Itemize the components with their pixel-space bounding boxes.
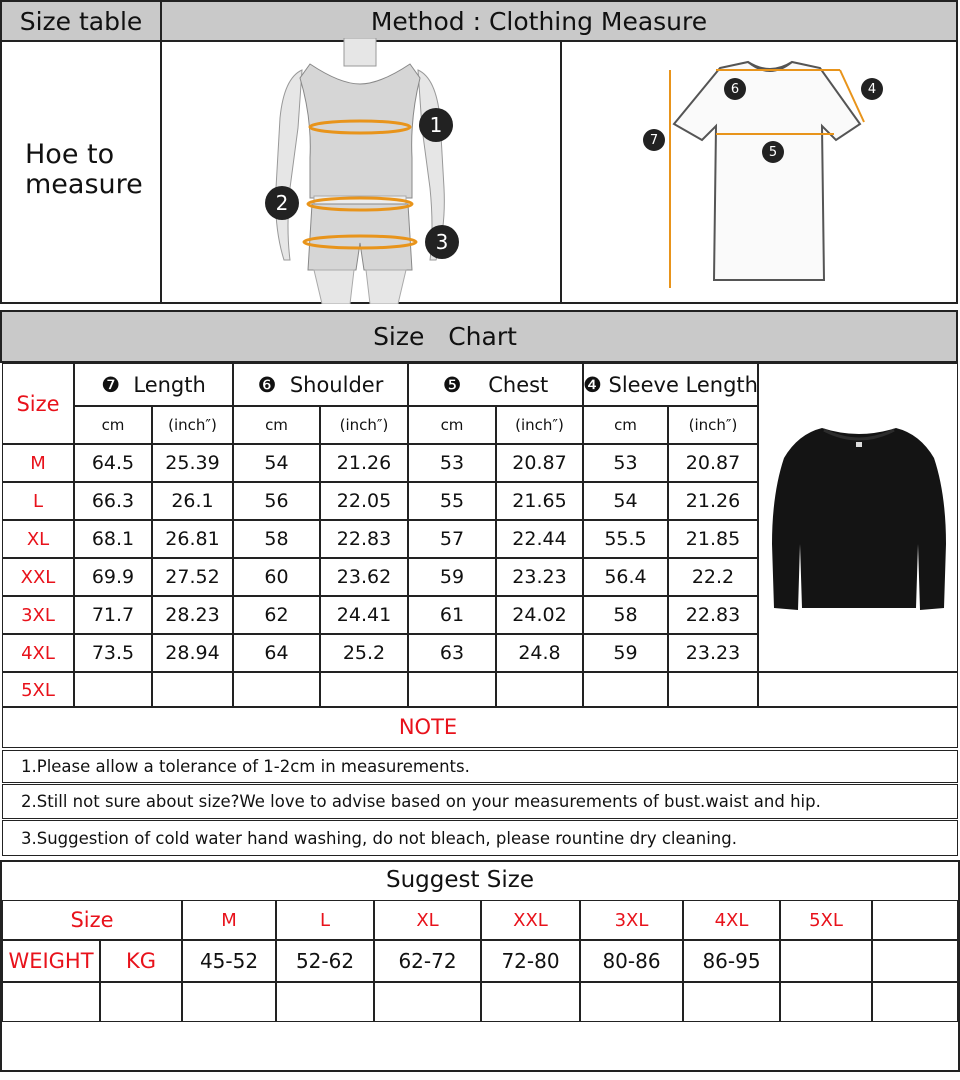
- suggest-size: XL: [374, 900, 481, 940]
- sweater-image: [770, 424, 948, 616]
- table-cell: 21.85: [668, 520, 758, 558]
- table-cell: 71.7: [74, 596, 152, 634]
- suggest-size: 4XL: [683, 900, 780, 940]
- column-header-1: ❼ Length: [74, 363, 233, 406]
- unit-header: (inch″): [668, 406, 758, 444]
- table-cell: 69.9: [74, 558, 152, 596]
- marker-6: 6: [724, 78, 746, 100]
- column-header-3: ❺ Chest: [408, 363, 583, 406]
- note-title: NOTE: [398, 715, 458, 739]
- table-cell: 26.81: [152, 520, 233, 558]
- table-cell: [408, 672, 496, 708]
- unit-header: cm: [583, 406, 668, 444]
- unit-header: cm: [233, 406, 320, 444]
- table-cell: 22.2: [668, 558, 758, 596]
- table-cell: 61: [408, 596, 496, 634]
- suggest-weight: 45-52: [182, 940, 276, 982]
- table-cell: 54: [583, 482, 668, 520]
- empty-cell: [100, 982, 182, 1022]
- table-cell: [496, 672, 583, 708]
- suggest-weight: 80-86: [580, 940, 683, 982]
- table-cell: 55: [408, 482, 496, 520]
- table-cell: 57: [408, 520, 496, 558]
- table-cell: [152, 672, 233, 708]
- table-cell: 63: [408, 634, 496, 672]
- table-cell: 56.4: [583, 558, 668, 596]
- table-cell: 64.5: [74, 444, 152, 482]
- table-cell: 66.3: [74, 482, 152, 520]
- table-cell: 26.1: [152, 482, 233, 520]
- tee-measure-diagram: [660, 54, 880, 294]
- size-row-label: L: [2, 482, 74, 520]
- suggest-title: Suggest Size: [385, 867, 535, 893]
- suggest-weight: 52-62: [276, 940, 374, 982]
- empty-cell: [2, 982, 100, 1022]
- table-cell: 27.52: [152, 558, 233, 596]
- column-header-2: ❻ Shoulder: [233, 363, 408, 406]
- empty-cell: [276, 982, 374, 1022]
- body-measure-diagram: [240, 38, 480, 304]
- column-header-4: ❹ Sleeve Length: [583, 363, 758, 406]
- table-cell: 59: [583, 634, 668, 672]
- suggest-size: 5XL: [780, 900, 872, 940]
- table-cell: 23.23: [496, 558, 583, 596]
- size-row-label: M: [2, 444, 74, 482]
- table-cell: 20.87: [496, 444, 583, 482]
- table-cell: 53: [583, 444, 668, 482]
- suggest-weight: 62-72: [374, 940, 481, 982]
- note-line-1: 1.Please allow a tolerance of 1-2cm in measurements.: [2, 750, 958, 783]
- suggest-size: 3XL: [580, 900, 683, 940]
- size-column-header: Size: [2, 363, 74, 444]
- table-cell: 53: [408, 444, 496, 482]
- table-cell: [668, 672, 758, 708]
- unit-header: (inch″): [320, 406, 408, 444]
- marker-5: 5: [762, 141, 784, 163]
- empty-cell: [758, 672, 958, 708]
- empty-cell: [374, 982, 481, 1022]
- marker-4: 4: [861, 78, 883, 100]
- table-cell: 23.23: [668, 634, 758, 672]
- size-row-label: XXL: [2, 558, 74, 596]
- empty-cell: [481, 982, 580, 1022]
- table-cell: 21.65: [496, 482, 583, 520]
- table-cell: 59: [408, 558, 496, 596]
- suggest-size: [872, 900, 958, 940]
- method-title: Method : Clothing Measure: [370, 6, 708, 36]
- table-cell: 24.02: [496, 596, 583, 634]
- table-cell: 28.94: [152, 634, 233, 672]
- suggest-weight: [780, 940, 872, 982]
- weight-label: WEIGHT: [2, 940, 100, 982]
- empty-cell: [683, 982, 780, 1022]
- size-chart-title: Size Chart: [373, 322, 517, 351]
- size-row-label: XL: [2, 520, 74, 558]
- marker-2: 2: [265, 186, 299, 220]
- table-cell: 25.39: [152, 444, 233, 482]
- table-cell: 60: [233, 558, 320, 596]
- empty-cell: [872, 982, 958, 1022]
- table-cell: 21.26: [320, 444, 408, 482]
- suggest-size: L: [276, 900, 374, 940]
- note-line-2: 2.Still not sure about size?We love to advise based on your measurements of bust.waist and hip.: [2, 784, 958, 819]
- table-cell: 62: [233, 596, 320, 634]
- unit-header: cm: [408, 406, 496, 444]
- table-cell: [74, 672, 152, 708]
- table-cell: 25.2: [320, 634, 408, 672]
- empty-cell: [580, 982, 683, 1022]
- table-cell: 68.1: [74, 520, 152, 558]
- unit-header: (inch″): [496, 406, 583, 444]
- table-cell: 64: [233, 634, 320, 672]
- suggest-size: XXL: [481, 900, 580, 940]
- table-cell: 21.26: [668, 482, 758, 520]
- table-cell: [583, 672, 668, 708]
- size-table-title: Size table: [19, 6, 143, 36]
- table-cell: 20.87: [668, 444, 758, 482]
- table-cell: 22.83: [320, 520, 408, 558]
- note-line-3: 3.Suggestion of cold water hand washing, do not bleach, please rountine dry cleaning.: [2, 820, 958, 856]
- table-cell: 54: [233, 444, 320, 482]
- table-cell: 22.44: [496, 520, 583, 558]
- table-cell: 22.05: [320, 482, 408, 520]
- table-cell: 55.5: [583, 520, 668, 558]
- empty-cell: [780, 982, 872, 1022]
- table-cell: [233, 672, 320, 708]
- suggest-weight: 86-95: [683, 940, 780, 982]
- how-to-measure-label: Hoe to measure: [25, 139, 143, 200]
- table-cell: 58: [583, 596, 668, 634]
- suggest-weight: 72-80: [481, 940, 580, 982]
- table-cell: 24.41: [320, 596, 408, 634]
- table-cell: 24.8: [496, 634, 583, 672]
- size-row-label: 4XL: [2, 634, 74, 672]
- kg-label: KG: [100, 940, 182, 982]
- marker-3: 3: [425, 225, 459, 259]
- suggest-size: M: [182, 900, 276, 940]
- table-cell: 73.5: [74, 634, 152, 672]
- marker-1: 1: [419, 108, 453, 142]
- suggest-weight: [872, 940, 958, 982]
- size-row-label: 5XL: [2, 672, 74, 708]
- table-cell: 56: [233, 482, 320, 520]
- suggest-size-label: Size: [2, 900, 182, 940]
- table-cell: [320, 672, 408, 708]
- empty-cell: [182, 982, 276, 1022]
- table-cell: 22.83: [668, 596, 758, 634]
- unit-header: (inch″): [152, 406, 233, 444]
- table-cell: 28.23: [152, 596, 233, 634]
- unit-header: cm: [74, 406, 152, 444]
- marker-7: 7: [643, 129, 665, 151]
- table-cell: 58: [233, 520, 320, 558]
- table-cell: 23.62: [320, 558, 408, 596]
- size-row-label: 3XL: [2, 596, 74, 634]
